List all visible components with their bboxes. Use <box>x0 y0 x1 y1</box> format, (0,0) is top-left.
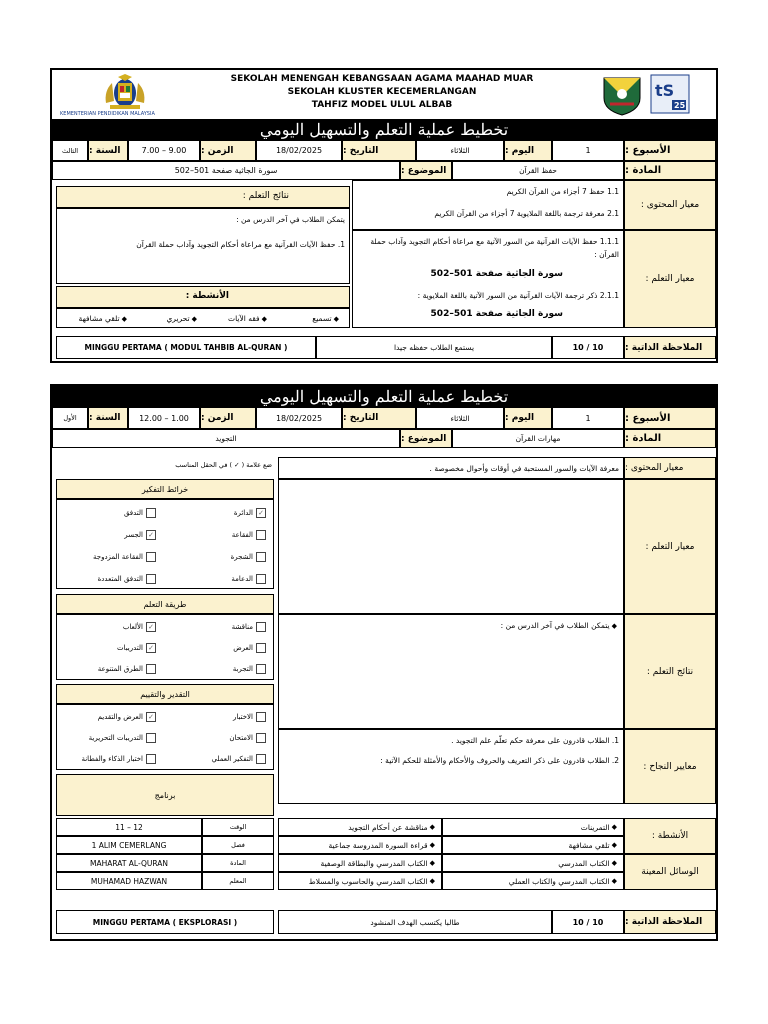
outcomes-intro: يتمكن الطلاب في آخر الدرس من : <box>236 215 345 224</box>
learning-standard-item: 1.1.1 حفظ الآيات القرآنية من السور الآتية مع مراعاة أحكام التجويد وآداب حملة القرآن : <box>370 237 619 259</box>
year-value: الأول <box>52 407 88 429</box>
svg-text:tS: tS <box>655 81 675 100</box>
thinking-map-option[interactable]: التدفق المتعددة <box>59 569 159 589</box>
day-label: اليوم : <box>504 407 552 429</box>
week-label: الأسبوع : <box>624 140 716 161</box>
reflection-note: طالبا يكتسب الهدف المنشود <box>278 910 552 934</box>
assessment-option[interactable]: الامتحان <box>169 728 269 748</box>
program-teacher-label: المعلم <box>202 872 274 890</box>
reflection-label: الملاحظة الذاتية : <box>624 336 716 359</box>
school-program: TAHFIZ MODEL ULUL ALBAB <box>311 100 453 110</box>
assessment-option[interactable]: التفكير العملي <box>169 749 269 769</box>
thinking-map-option[interactable]: الشجرة <box>169 547 269 567</box>
program-teacher-value: MUHAMAD HAZWAN <box>56 872 202 890</box>
year-label: السنة : <box>88 140 128 161</box>
thinking-map-option[interactable]: ✓ الدائرة <box>169 503 269 523</box>
learning-outcomes-label: نتائج التعلم : <box>624 614 716 729</box>
checkbox-instruction: ضع علامة ( ✓ ) في الحقل المناسب <box>175 461 272 469</box>
learning-standard-item: 2.1.1 ذكر ترجمة الآيات القرآنية من السور الآتية باللغة الملايوية : <box>417 291 619 300</box>
assessment-title: التقدير والتقييم <box>56 684 274 704</box>
activity-item: ◆ قراءة السورة المدروسة جماعية <box>278 836 442 854</box>
reflection-label: الملاحظة الذاتية : <box>624 910 716 934</box>
program-subject-label: المادة <box>202 854 274 872</box>
checkbox-icon <box>256 622 266 632</box>
checkbox-icon <box>256 574 266 584</box>
assessment-option[interactable]: الاختبار <box>169 707 269 727</box>
checkbox-icon <box>256 712 266 722</box>
activity-item: ◆ مناقشة عن أحكام التجويد <box>278 818 442 836</box>
date-value: 18/02/2025 <box>256 140 342 161</box>
method-option[interactable]: ✓ التدريبات <box>59 638 159 658</box>
date-value: 18/02/2025 <box>256 407 342 429</box>
activity-item: ◆تسميع <box>312 314 339 323</box>
assessment-option[interactable]: التدريبات التحريرية <box>59 728 159 748</box>
checkbox-icon <box>146 508 156 518</box>
plan-title: تخطيط عملية التعلم والتسهيل اليومي <box>52 386 716 407</box>
day-value: الثلاثاء <box>416 407 504 429</box>
time-label: الزمن : <box>200 140 256 161</box>
method-option[interactable]: ✓ الألعاب <box>59 617 159 637</box>
program-time-label: الوقت <box>202 818 274 836</box>
learning-standard-box <box>352 230 624 328</box>
time-value: 12.00 – 1.00 <box>128 407 200 429</box>
outcomes-intro: ◆يتمكن الطلاب في آخر الدرس من : <box>500 621 617 630</box>
aid-item: ◆ الكتاب المدرسي والبطاقة الوصفية <box>278 854 442 872</box>
method-option[interactable]: مناقشة <box>169 617 269 637</box>
checkbox-icon <box>256 530 266 540</box>
methods-title: طريقة التعلم <box>56 594 274 614</box>
activity-item: ◆تلقي مشافهة <box>78 314 127 323</box>
day-label: اليوم : <box>504 140 552 161</box>
success-criteria-label: معايير النجاح : <box>624 729 716 804</box>
aid-item: ◆ الكتاب المدرسي والكتاب العملي <box>442 872 624 890</box>
assessment-box <box>56 704 274 770</box>
program-class-value: 1 ALIM CEMERLANG <box>56 836 202 854</box>
week-value: 1 <box>552 140 624 161</box>
learning-standard-surah: سورة الجاثية صفحة 501–502 <box>430 309 563 319</box>
content-standard-box <box>352 180 624 230</box>
outcomes-label <box>56 186 350 208</box>
week-label: الأسبوع : <box>624 407 716 429</box>
content-standard-item: 1.1 حفظ 7 أجزاء من القرآن الكريم <box>506 187 619 196</box>
program-class-label: فصل <box>202 836 274 854</box>
lesson-plan-1 <box>50 68 718 363</box>
checkbox-icon <box>146 754 156 764</box>
reflection-week: MINGGU PERTAMA ( EKSPLORASI ) <box>56 910 274 934</box>
activities-label <box>56 286 350 308</box>
activity-item: ◆فقه الآيات <box>228 314 267 323</box>
lesson-plan-2 <box>50 384 718 941</box>
outcomes-item: 1. حفظ الآيات القرآنية مع مراعاة أحكام التجويد وآداب حملة القرآن <box>136 240 345 249</box>
subject-value: مهارات القرآن <box>452 429 624 448</box>
activity-item: ◆ تلقي مشافهة <box>442 836 624 854</box>
assessment-option[interactable]: اختبار الذكاء والفطانة <box>59 749 159 769</box>
reflection-score: 10 / 10 <box>552 910 624 934</box>
subject-value: حفظ القرآن <box>452 161 624 180</box>
checkbox-icon <box>256 643 266 653</box>
date-label: التاريخ : <box>342 140 416 161</box>
success-item: 2. الطلاب قادرون على ذكر التعريف والحروف والأحكام والأمثلة للحكم الآتية : <box>380 756 619 765</box>
thinking-map-option[interactable]: التدفق <box>59 503 159 523</box>
content-standard-label: معيار المحتوى : <box>624 457 716 479</box>
checkbox-icon: ✓ <box>146 712 156 722</box>
checkbox-icon: ✓ <box>146 622 156 632</box>
topic-label: الموضوع : <box>400 429 452 448</box>
checkbox-icon <box>146 574 156 584</box>
subject-label: المادة : <box>624 429 716 448</box>
outcomes-box <box>56 208 350 284</box>
activities-label-text: الأنشطة : <box>185 291 229 301</box>
aid-item: ◆ الكتاب المدرسي والحاسوب والمسلاط <box>278 872 442 890</box>
aids-label: الوسائل المعينة <box>624 854 716 890</box>
method-option[interactable]: العرض <box>169 638 269 658</box>
svg-text:25: 25 <box>674 101 686 110</box>
ministry-label: KEMENTERIAN PENDIDIKAN MALAYSIA <box>60 111 155 117</box>
assessment-option[interactable]: ✓ العرض والتقديم <box>59 707 159 727</box>
reflection-score: 10 / 10 <box>552 336 624 359</box>
year-value: الثالث <box>52 140 88 161</box>
content-standard-label: معيار المحتوى : <box>624 180 716 230</box>
method-option[interactable]: الطرق المتنوعة <box>59 659 159 679</box>
learning-standard-label: معيار التعلم : <box>624 479 716 614</box>
checkbox-icon <box>146 664 156 674</box>
content-standard-value: معرفة الآيات والسور المستحبة في أوقات وأحوال مخصوصة . <box>278 457 624 479</box>
week-value: 1 <box>552 407 624 429</box>
activity-item: ◆ التمرينات <box>442 818 624 836</box>
success-item: 1. الطلاب قادرون على معرفة حكم تعلّم علم التجويد . <box>451 736 619 745</box>
checkbox-icon: ✓ <box>146 530 156 540</box>
checkbox-icon <box>256 552 266 562</box>
learning-standard-box <box>278 479 624 614</box>
reflection-week: MINGGU PERTAMA ( MODUL TAHBIB AL-QURAN ) <box>56 336 316 359</box>
school-cluster: SEKOLAH KLUSTER KECEMERLANGAN <box>287 87 477 97</box>
letterhead <box>52 70 716 120</box>
thinking-map-option[interactable]: الدعامة <box>169 569 269 589</box>
checkbox-icon <box>146 552 156 562</box>
checkbox-icon: ✓ <box>256 508 266 518</box>
method-option[interactable]: التجربة <box>169 659 269 679</box>
learning-standard-surah: سورة الجاثية صفحة 501–502 <box>430 269 563 279</box>
outcomes-label-text: نتائج التعلم : <box>242 191 289 201</box>
activities-box <box>56 308 350 328</box>
activity-item: ◆تحريري <box>166 314 197 323</box>
topic-value: التجويد <box>52 429 400 448</box>
sbp-logo-icon <box>650 74 690 114</box>
date-label: التاريخ : <box>342 407 416 429</box>
methods-box <box>56 614 274 680</box>
school-name: SEKOLAH MENENGAH KEBANGSAAN AGAMA MAAHAD MUAR <box>230 74 534 84</box>
program-subject-value: MAHARAT AL-QURAN <box>56 854 202 872</box>
program-time-value: 11 – 12 <box>56 818 202 836</box>
success-criteria-box <box>278 729 624 804</box>
day-value: الثلاثاء <box>416 140 504 161</box>
school-shield-icon <box>600 74 644 116</box>
year-label: السنة : <box>88 407 128 429</box>
learning-standard-label: معيار التعلم : <box>624 230 716 328</box>
plan-title: تخطيط عملية التعلم والتسهيل اليومي <box>52 119 716 140</box>
malaysia-crest-icon <box>100 73 150 111</box>
thinking-map-option[interactable]: الفقاعة المزدوجة <box>59 547 159 567</box>
time-label: الزمن : <box>200 407 256 429</box>
thinking-maps-title: خرائط التفكير <box>56 479 274 499</box>
checkbox-icon <box>256 664 266 674</box>
reflection-note: يستمع الطلاب حفظه جيدا <box>316 336 552 359</box>
thinking-map-option[interactable]: الفقاعة <box>169 525 269 545</box>
subject-label: المادة : <box>624 161 716 180</box>
content-standard-item: 2.1 معرفة ترجمة باللغة الملايوية 7 أجزاء من القرآن الكريم <box>434 209 619 218</box>
activities-label: الأنشطة : <box>624 818 716 854</box>
checkbox-icon <box>256 754 266 764</box>
learning-outcomes-box <box>278 614 624 729</box>
topic-value: سورة الجاثية صفحة 501–502 <box>52 161 400 180</box>
thinking-maps-box <box>56 499 274 589</box>
checkbox-icon <box>256 733 266 743</box>
checkbox-icon: ✓ <box>146 643 156 653</box>
topic-label: الموضوع : <box>400 161 452 180</box>
thinking-map-option[interactable]: ✓ الجسر <box>59 525 159 545</box>
time-value: 7.00 – 9.00 <box>128 140 200 161</box>
program-title: برنامج <box>56 774 274 816</box>
checkbox-icon <box>146 733 156 743</box>
aid-item: ◆ الكتاب المدرسي <box>442 854 624 872</box>
